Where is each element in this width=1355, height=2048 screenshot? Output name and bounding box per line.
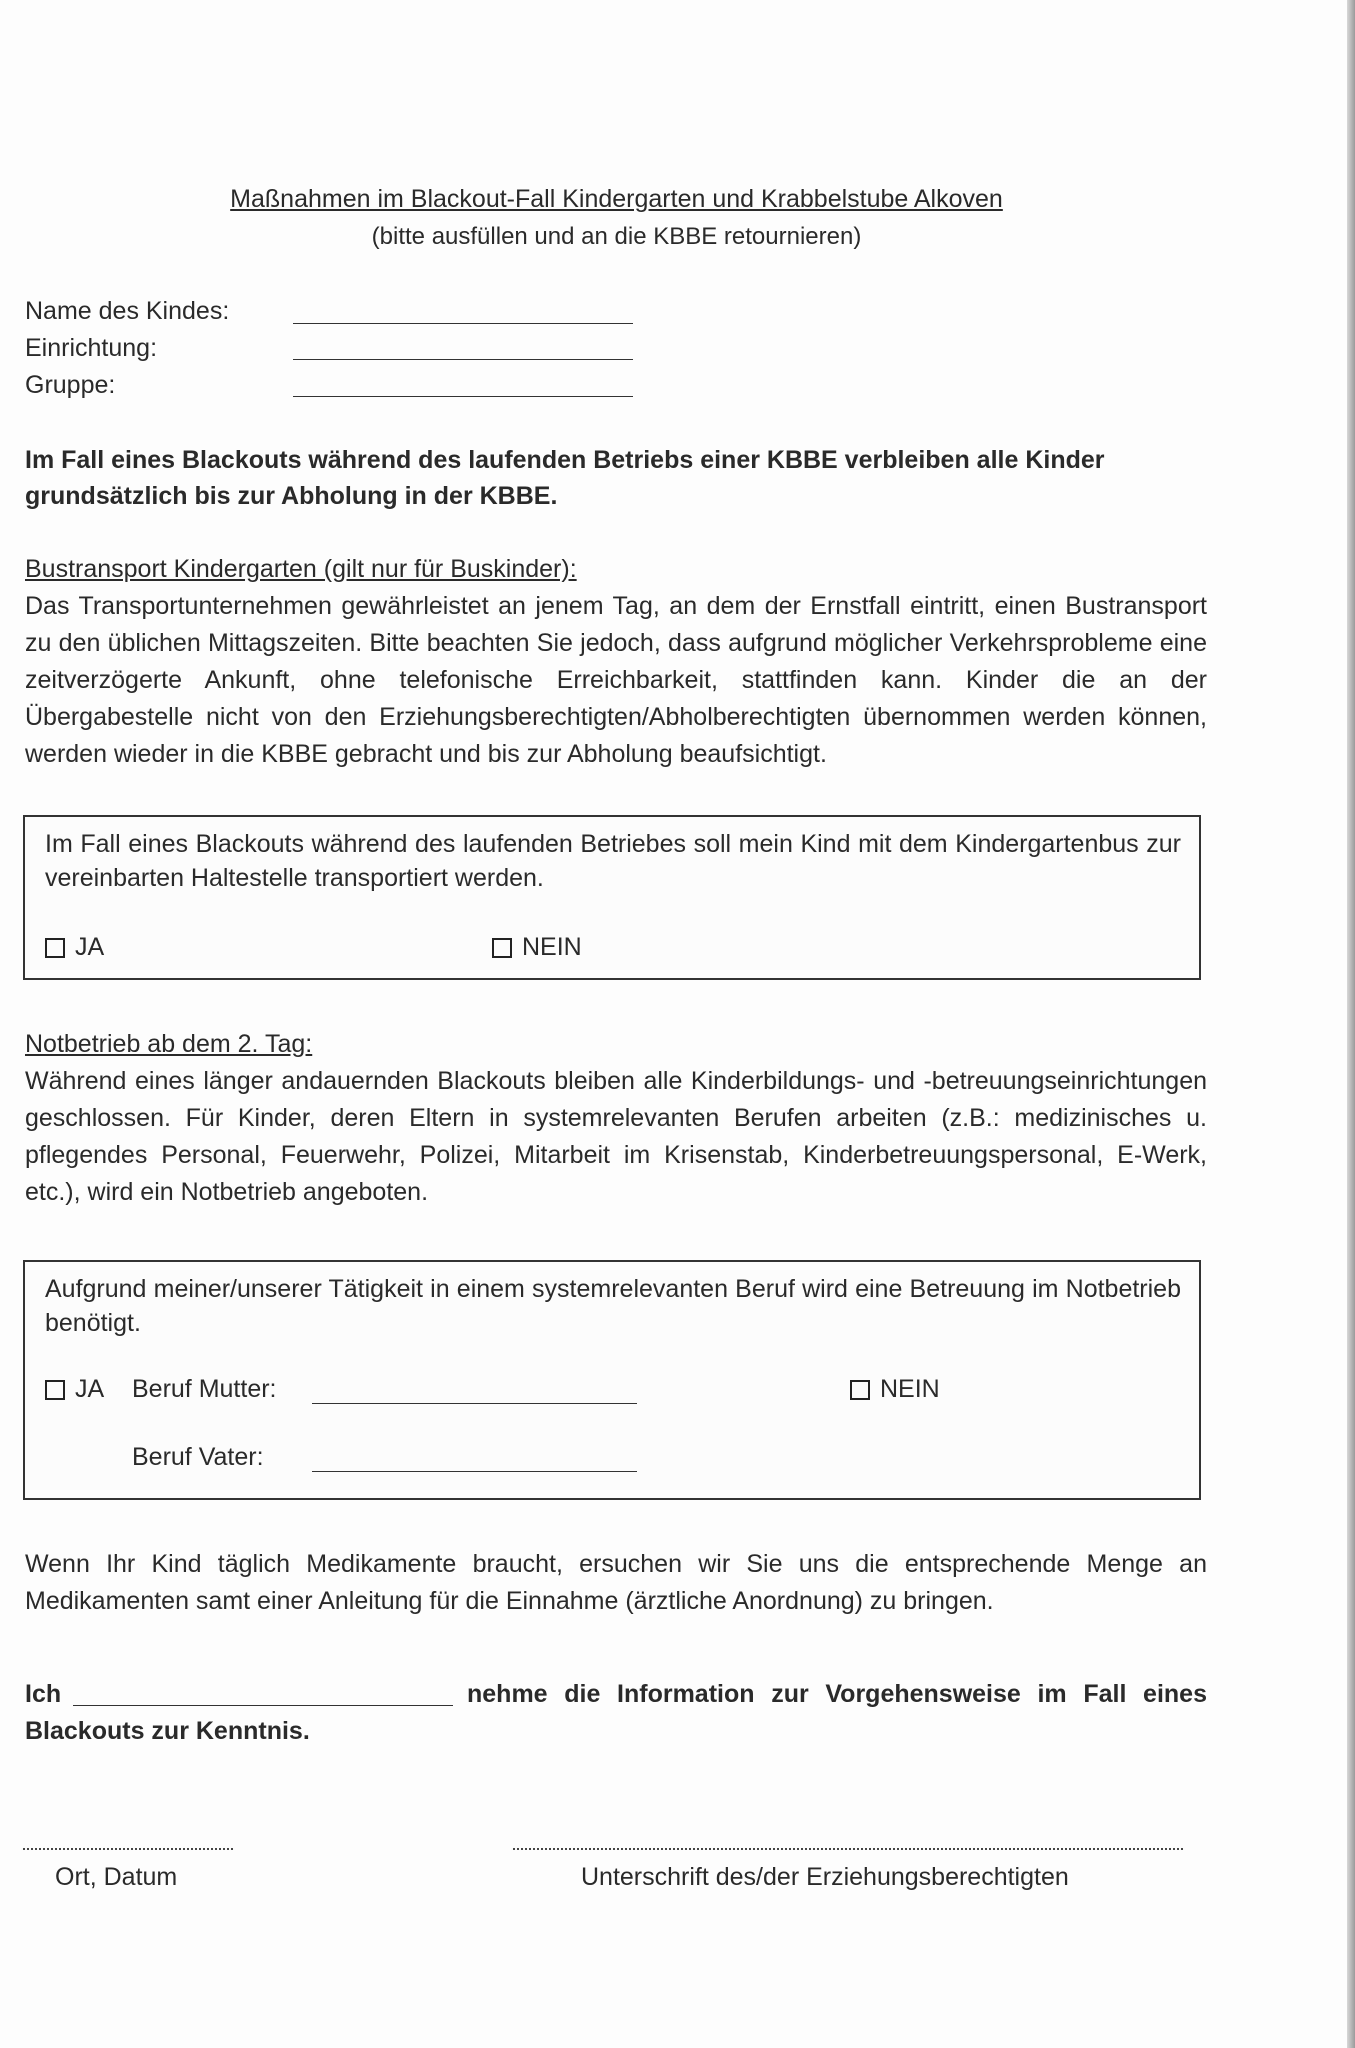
- acknowledge-prefix: Ich: [25, 1680, 62, 1708]
- bus-consent-text: Im Fall eines Blackouts während des laufenden Betriebes soll mein Kind mit dem Kindergartenbus zur vereinbarten Haltestelle transportiert werden.: [45, 830, 1181, 892]
- emergency-no-option[interactable]: [850, 1375, 940, 1404]
- checkbox-icon[interactable]: [45, 1380, 65, 1400]
- document-subtitle: (bitte ausfüllen und an die KBBE retournieren): [371, 223, 862, 250]
- acknowledge-suffix: nehme die Information zur Vorgehensweise im Fall eines: [467, 1680, 1207, 1708]
- signature-line[interactable]: [513, 1848, 1183, 1850]
- medication-text: Wenn Ihr Kind täglich Medikamente braucht, ersuchen wir Sie uns die entsprechende Menge an Medikamenten samt einer Anleitung für die Einnahme (ärztliche Anordnung) zu bringen.: [25, 1550, 1207, 1615]
- emergency-heading: Notbetrieb ab dem 2. Tag:: [25, 1030, 313, 1058]
- place-date-line[interactable]: [23, 1848, 233, 1850]
- bus-text: Das Transportunternehmen gewährleistet an jenem Tag, an dem der Ernstfall eintritt, einen Bustransport zu den üblichen Mittagszeiten. Bitte beachten Sie jedoch, dass aufgrund möglicher Verkehrsprobleme eine zeitverzögerte Ankunft, ohne telefonische Erreichbarkeit, stattfinden kann. Kinder die an der Übergabestelle nicht von den Erziehungsberechtigten/Abholberechtigten übernommen werden können, werden wieder in die KBBE gebracht und bis zur Abholung beaufsichtigt.: [25, 592, 1207, 768]
- emergency-yes-label: JA: [75, 1375, 105, 1403]
- acknowledge-name-field[interactable]: [73, 1705, 453, 1706]
- bus-no-label: NEIN: [522, 933, 582, 961]
- emergency-text: Während eines länger andauernden Blackouts bleiben alle Kinderbildungs- und -betreuungseinrichtungen geschlossen. Für Kinder, deren Eltern in systemrelevanten Berufen arbeiten (z.B.: medizinisches u. pflegendes Personal, Feuerwehr, Polizei, Mitarbeit im Krisenstab, Kinderbetreuungspersonal, E-Werk, etc.), wird ein Notbetrieb angeboten.: [25, 1067, 1207, 1206]
- emergency-consent-box: [23, 1260, 1201, 1500]
- emergency-consent-text: Aufgrund meiner/unserer Tätigkeit in einem systemrelevanten Beruf wird eine Betreuung im Notbetrieb benötigt.: [45, 1275, 1181, 1337]
- checkbox-icon[interactable]: [492, 938, 512, 958]
- acknowledge-line2: Blackouts zur Kenntnis.: [25, 1717, 310, 1745]
- bus-yes-label: JA: [75, 933, 105, 961]
- father-occupation-label: Beruf Vater:: [132, 1443, 264, 1471]
- father-occupation-field[interactable]: [312, 1471, 637, 1472]
- page-edge: [1347, 0, 1355, 2048]
- bus-consent-box: [23, 815, 1201, 980]
- group-field[interactable]: [293, 396, 633, 397]
- emergency-yes-option[interactable]: [45, 1375, 104, 1404]
- document-title: Maßnahmen im Blackout-Fall Kindergarten und Krabbelstube Alkoven: [230, 185, 1003, 213]
- place-date-label: Ort, Datum: [55, 1863, 178, 1891]
- mother-occupation-field[interactable]: [312, 1403, 637, 1404]
- child-name-label: Name des Kindes:: [25, 297, 230, 325]
- child-name-field[interactable]: [293, 323, 633, 324]
- acknowledge-line1: [25, 1676, 1207, 1713]
- emergency-no-label: NEIN: [880, 1375, 940, 1403]
- group-label: Gruppe:: [25, 371, 116, 399]
- facility-field[interactable]: [293, 359, 633, 360]
- bus-heading: Bustransport Kindergarten (gilt nur für Buskinder):: [25, 555, 577, 583]
- checkbox-icon[interactable]: [850, 1380, 870, 1400]
- intro-text: Im Fall eines Blackouts während des laufenden Betriebs einer KBBE verbleiben alle Kinder grundsätzlich bis zur Abholung in der KBBE.: [25, 446, 1105, 510]
- mother-occupation-label: Beruf Mutter:: [132, 1375, 277, 1403]
- bus-no-option[interactable]: [492, 933, 582, 962]
- checkbox-icon[interactable]: [45, 938, 65, 958]
- facility-label: Einrichtung:: [25, 334, 158, 362]
- signature-label: Unterschrift des/der Erziehungsberechtigten: [581, 1863, 1069, 1891]
- bus-yes-option[interactable]: [45, 933, 104, 962]
